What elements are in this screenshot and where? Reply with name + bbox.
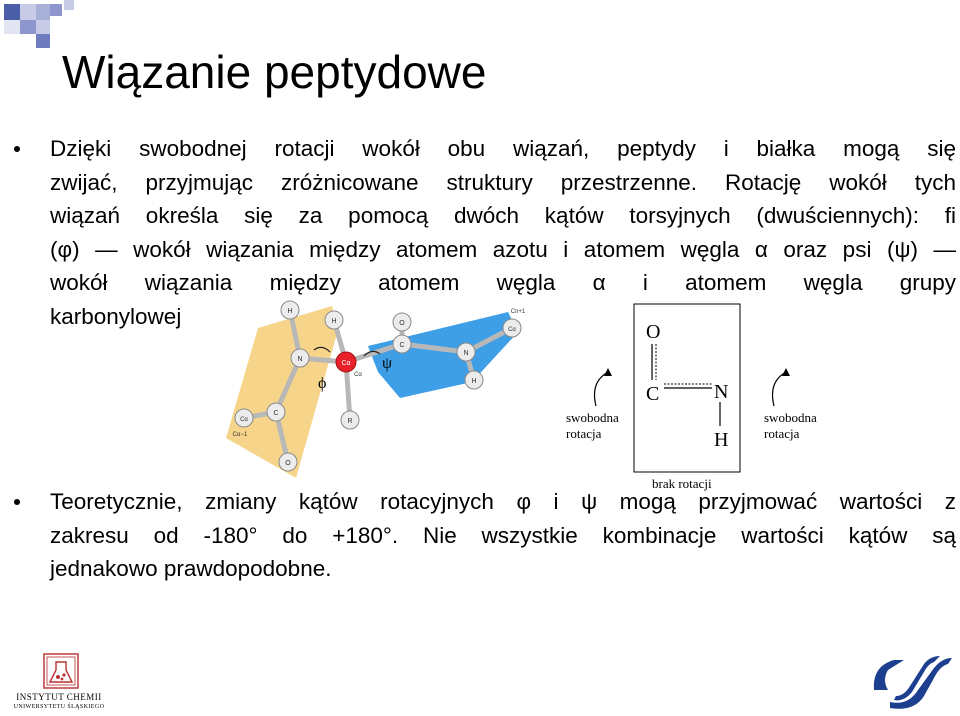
text-line: zwijać, przyjmując zróżnicowane struktury przestrzenne. Rotację wokół tych [50,169,956,195]
left-label: swobodna [566,410,619,425]
bullet-marker [14,499,20,505]
institute-line-2: UNIWERSYTETU ŚLĄSKIEGO [13,704,105,710]
atom-label: Cn+1 [510,309,526,315]
institute-name [6,692,112,711]
right-label: swobodna [764,410,817,425]
bottom-label: brak rotacji [652,476,712,491]
rotation-arrow-right [773,372,787,406]
atom-label: H [331,318,337,325]
text-line: Teoretycznie, zmiany kątów rotacyjnych φ i ψ mogą przyjmować wartości z [50,489,956,514]
left-label: rotacja [566,426,602,441]
atom-c: C [646,383,660,405]
bullet-marker [14,146,20,152]
atom-label: Cα [508,327,516,333]
atom-label: Cα [341,360,351,367]
institute-logo [6,652,116,692]
atom-label: O [399,320,405,327]
atom-label: R [347,418,353,425]
atom-label: O [285,460,291,467]
rotation-arrow-left [595,372,609,406]
rotation-diagram [560,296,860,494]
atom-o: O [646,321,661,343]
peptide-plane-left [226,306,338,478]
text-line: zakresu od -180° do +180°. Nie wszystkie kombinacje wartości kątów są [50,522,956,548]
atom-label: Cα [240,417,248,423]
text-line: (φ) — wokół wiązania między atomem azotu i atomem węgla α oraz psi (ψ) — [50,236,956,262]
psi-symbol: ψ [382,355,393,372]
text-line: karbonylowej [50,303,182,329]
atom-label: C [273,410,279,417]
atom-label: Cα [354,372,362,378]
university-logo [868,650,954,712]
atom-label: C [399,342,405,349]
atom-label: N [463,350,469,357]
atom-n: N [714,381,729,403]
text-line: Dzięki swobodnej rotacji wokół obu wiązań, peptydy i białka mogą się [50,136,956,161]
atom-label: Cα−1 [232,432,248,438]
atom-h: H [714,429,729,451]
atom-label: H [287,308,293,315]
phi-symbol: ϕ [318,375,327,392]
peptide-molecule-figure [222,300,542,480]
bullet-2-text [50,485,956,586]
institute-line-1: INSTYTUT CHEMII [16,692,102,702]
slide-title: Wiązanie peptydowe [62,46,487,98]
atom-label: H [471,378,477,385]
text-line: wiązań określa się za pomocą dwóch kątów torsyjnych (dwuściennych): fi [50,203,956,228]
text-line: jednakowo prawdopodobne. [50,556,332,581]
atom-label: N [297,356,303,363]
right-label: rotacja [764,426,800,441]
text-line: wokół wiązania między atomem węgla α i atomem węgla grupy [50,270,956,295]
